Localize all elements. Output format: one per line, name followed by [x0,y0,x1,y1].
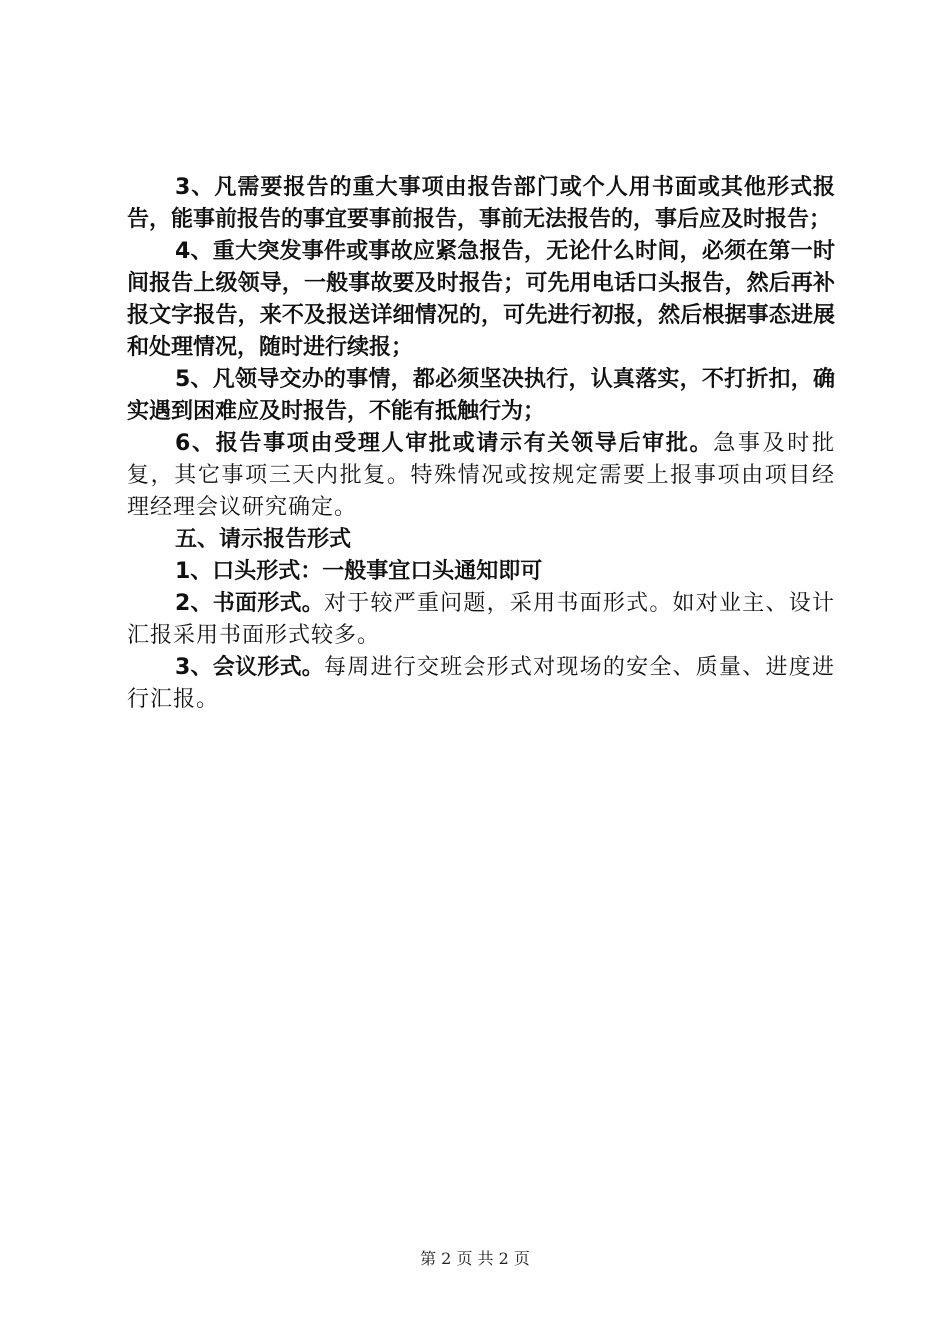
paragraph-body-text: 急事及时批复，其它事项三天内批复。特殊情况或按规定需要上报事项由项目经理经理会议研究确定。 [127,431,835,520]
paragraph-form-3-meeting [127,651,835,715]
paragraph-text: 1、口头形式：一般事宜口头通知即可 [175,559,543,584]
section-heading-report-forms [127,523,835,555]
paragraph-item-4-emergency-report [127,235,835,363]
page-number-footer: 第 2 页 共 2 页 [420,1249,530,1268]
paragraph-item-5-leader-tasks [127,363,835,427]
paragraph-lead-text: 3、会议形式。 [175,655,324,680]
paragraph-text: 5、凡领导交办的事情，都必须坚决执行，认真落实，不打折扣，确实遇到困难应及时报告，不能有抵触行为； [127,367,835,424]
paragraph-body-text: 每周进行交班会形式对现场的安全、质量、进度进行汇报。 [127,655,835,712]
paragraph-text: 4、重大突发事件或事故应紧急报告，无论什么时间，必须在第一时间报告上级领导，一般事故要及时报告；可先用电话口头报告，然后再补报文字报告，来不及报送详细情况的，可先进行初报，然后根据事态进展和处理情况，随时进行续报； [127,239,835,360]
paragraph-item-6-approval [127,427,835,523]
document-body [127,171,835,715]
paragraph-form-1-oral [127,555,835,587]
paragraph-item-3-report-form [127,171,835,235]
paragraph-lead-text: 2、书面形式。 [175,591,324,616]
paragraph-lead-text: 6、报告事项由受理人审批或请示有关领导后审批。 [175,431,714,456]
paragraph-form-2-written [127,587,835,651]
paragraph-text: 3、凡需要报告的重大事项由报告部门或个人用书面或其他形式报告，能事前报告的事宜要事前报告，事前无法报告的，事后应及时报告； [127,175,835,232]
section-heading-text: 五、请示报告形式 [175,527,352,552]
paragraph-body-text: 对于较严重问题，采用书面形式。如对业主、设计汇报采用书面形式较多。 [127,591,835,648]
